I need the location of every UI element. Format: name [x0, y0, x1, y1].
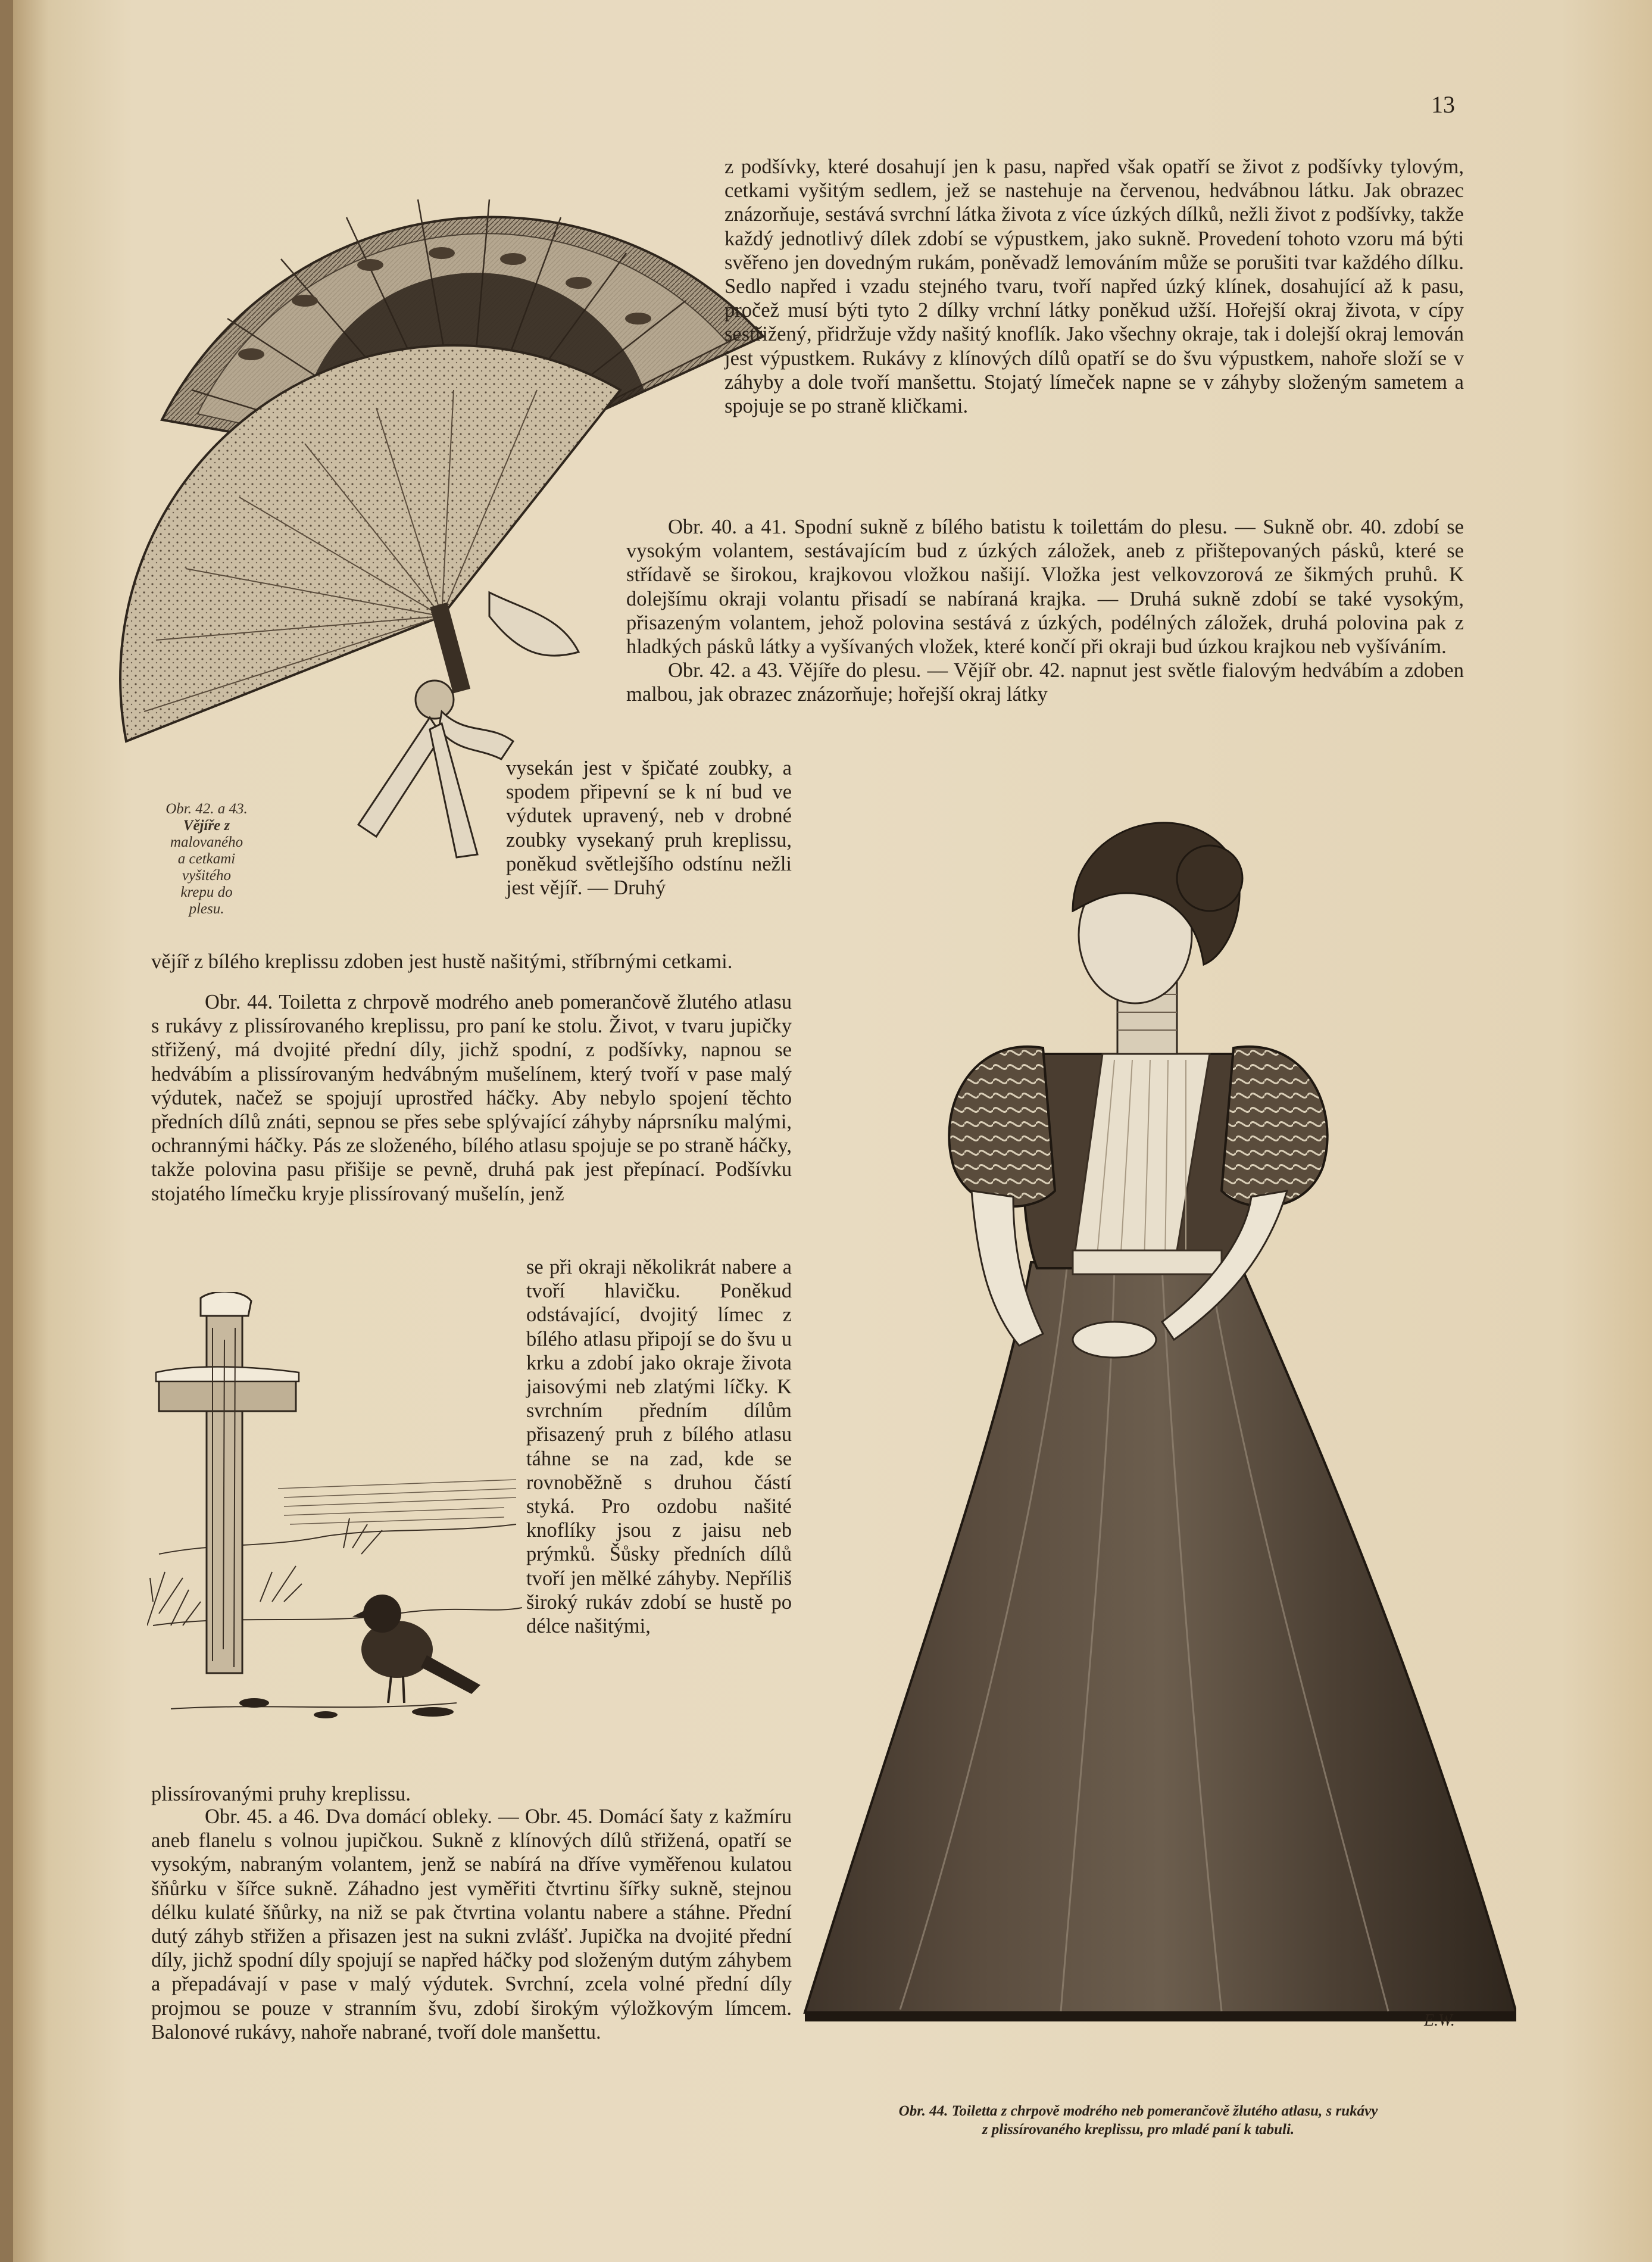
fan-caption: Obr. 42. a 43. Vějíře z malovaného a cetkami vyšitého krepu do plesu. [165, 801, 248, 917]
text-block-obr-45-46: Obr. 45. a 46. Dva domácí obleky. — Obr. 45. Domácí šaty z kažmíru aneb flanelu s volnou jupičkou. Sukně z klínových dílů střižená, opatří se vysokým, nabraným volantem, jenž se nabírá na dříve vyměřenou kulatou šňůrku v šířce sukně. Záhadno jest vyměřiti čtvrtinu šířky sukně, stejnou délku kulaté šňůrky, na niž se pak čtvrtina volantu nabere a stáhne. Přední dutý záhyb střižen a přisazen jest na sukni zvlášť. Jupička na dvojité přední díly, jichž spodní díly spojují se napřed háčky pod složeným dutým záhybem a přepadávají v pase v malý výdutek. Svrchní, zcela volné přední díly projmou se pouze v stranním švu, zdobí širokým výložkovým límcem. Balonové rukávy, nahoře nabrané, tvoří dole manšettu. [151, 1805, 792, 2043]
text-block-fan-continued: vysekán jest v špičaté zoubky, a spodem připevní se k ní bud ve výdutek upravený, neb v drobné zoubky vysekaný pruh kreplissu, poněkud světlejšího odstínu nežli jest vějíř. — Druhý [506, 757, 792, 900]
winter-bird-illustration [147, 1292, 528, 1756]
text-block-obr-44: Obr. 44. Toiletta z chrpově modrého aneb pomerančově žlutého atlasu s rukávy z plissírovaného kreplissu, pro paní ke stolu. Život, v tvaru jupičky střižený, má dvojité přední díly, jichž spodní, z podšívky, napnou se hedvábím a plissírovaným hedvábným mušelínem, který tvoří v pase malý výdutek, načež se spojují uprostřed háčky. Aby nebylo spojení těchto předních dílů znáti, sepnou se přes sebe splývající záhyby náprsníku malými, ochrannými háčky. Pás ze složeného, bílého atlasu spojuje se po straně háčky, takže polovina pasu přišije se pevně, druhá pak jest přepínací. Podšívku stojatého límečku kryje plissírovaný mušelín, jenž [151, 991, 792, 1205]
text-block-fan-end: vějíř z bílého kreplissu zdoben jest hustě našitými, stříbrnými cetkami. [151, 950, 733, 973]
artist-signature: E.W. [1424, 2011, 1455, 2030]
toilette-illustration [793, 774, 1516, 2042]
text-block-obr-44-column: se při okraji několikrát nabere a tvoří hlavičku. Poněkud odstávající, dvojitý límec z bílého atlasu připojí se do švu u krku a zdobí jako okraje života jaisovými neb zlatými líčky. K svrchním předním dílům přisazený pruh z bílého atlasu táhne se na zad, kde se rovnoběžně s druhou částí styká. Pro ozdobu našité knoflíky jsou z jaisu neb prýmků. Šůsky předních dílů tvoří jen mělké záhyby. Nepříliš široký rukáv zdobí se hustě po délce našitými, [526, 1256, 792, 1638]
magazine-page [13, 0, 1652, 2262]
text-block-upper-right: z podšívky, které dosahují jen k pasu, napřed však opatří se život z podšívky tylovým, cetkami vyšitým sedlem, jež se nastehuje na červenou, hedvábnou látku. Jak obrazec znázorňuje, sestává svrchní látka života z více úzkých dílků, nežli život z podšívky, takže každý jednotlivý dílek zdobí se výpustkem, jako sukně. Provedení tohoto vzoru má býti svěřeno jen dovedným rukám, poněvadž lemováním může se porušiti tvar každého dílku. Sedlo napřed i vzadu stejného tvaru, tvoří napřed úzký klínek, dosahující až k pasu, pročež musí býti tyto 2 dílky vrchní látky poněkud užší. Hořejší okraj života, v cípy sestřižený, přidržuje vždy našitý knoflík. Jako všechny okraje, tak i dolejší okraj lemován jest výpustkem. Rukávy z klínových dílů opatří se do švu výpustkem, nahoře složí se v záhyby a dole tvoří manšettu. Stojatý límeček napne se v záhyby složeným sametem a spojuje se po straně kličkami. [724, 155, 1464, 418]
book-spine [0, 0, 13, 2262]
text-block-obr-40-41: Obr. 40. a 41. Spodní sukně z bílého batistu k toilettám do plesu. — Sukně obr. 40. zdobí se vysokým volantem, sestávajícím bud z úzkých záložek, aneb z přištepovaných pásků, které se střídavě se širokou, krajkovou vložkou našijí. Vložka jest velkovzorová ze šikmých pruhů. K dolejšímu okraji volantu přisadí se nabíraná krajka. — Druhá sukně zdobí se také vysokým, přisazeným volantem, jehož polovina sestává z úzkých, podélných záložek, druhá polovina pak z hladkých pásků látky a vyšívaných vložek, které končí při okraji bud úzkou krajkou neb vyšíváním. Obr. 42. a 43. Vějíře do plesu. — Vějíř obr. 42. napnut jest světle fialovým hedvábím a zdoben malbou, jak obrazec znázorňuje; hořejší okraj látky [626, 516, 1464, 706]
text-block-obr-44-end: plissírovanými pruhy kreplissu. [151, 1783, 411, 1805]
page-number: 13 [1431, 91, 1455, 118]
toilette-caption: Obr. 44. Toiletta z chrpově modrého neb pomerančově žlutého atlasu, s rukávy z plissírovaného kreplissu, pro mladé paní k tabuli. [898, 2103, 1378, 2138]
